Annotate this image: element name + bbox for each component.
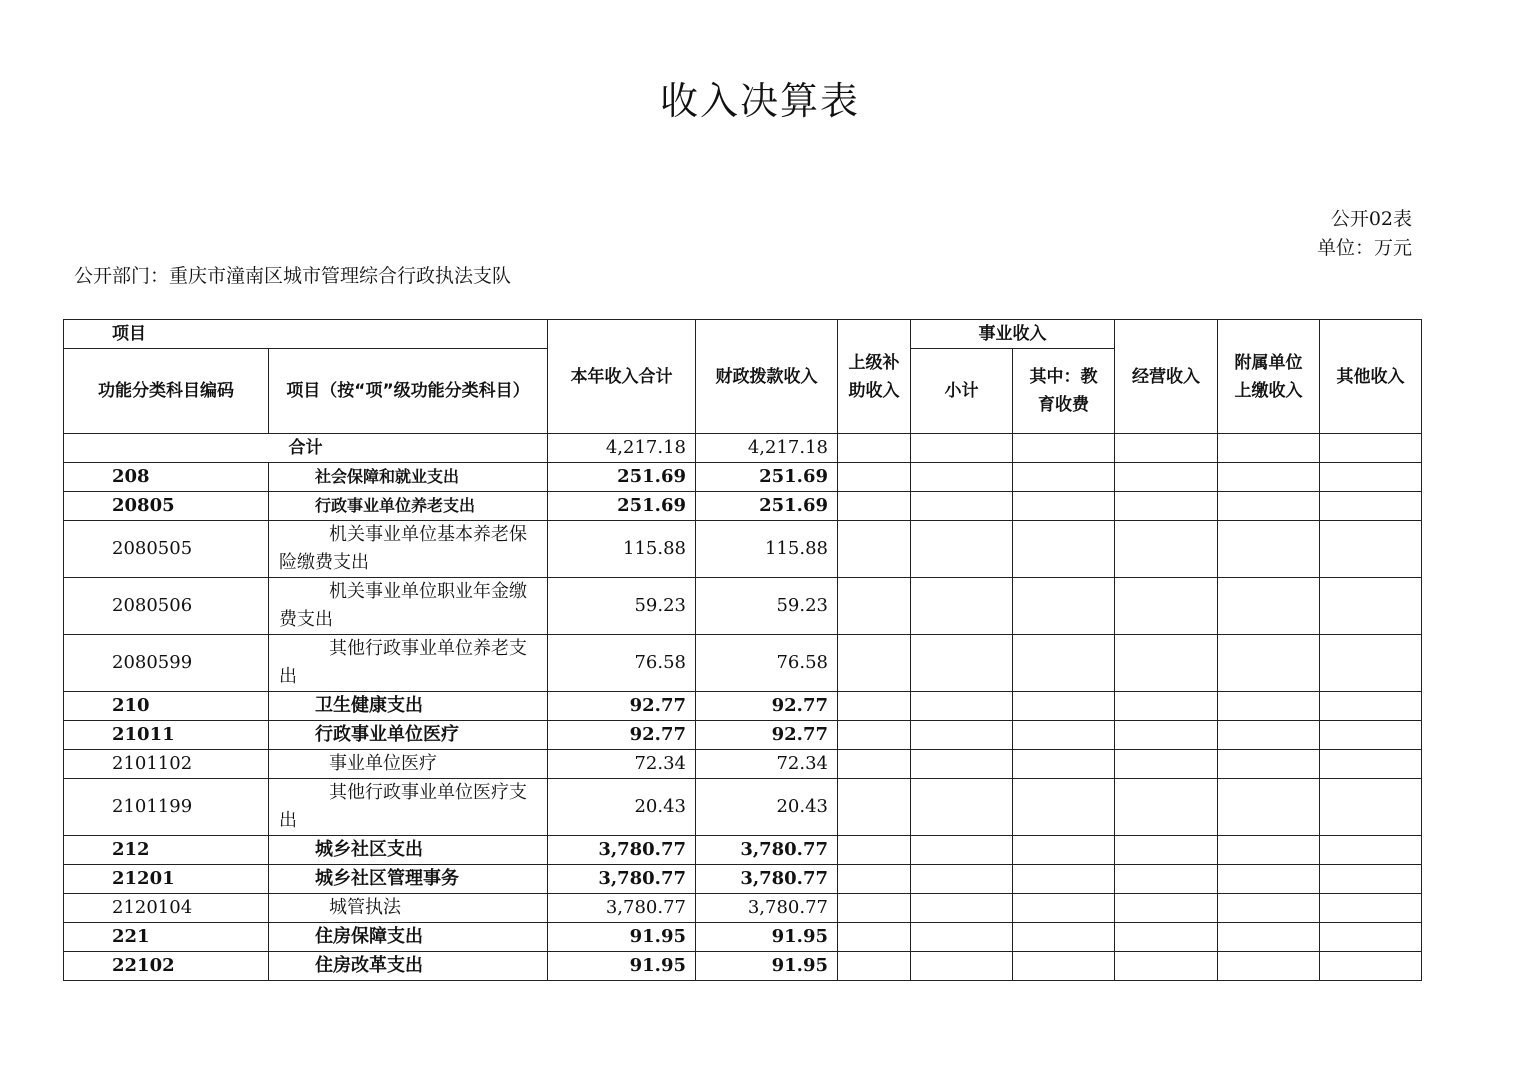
- empty-cell: [1320, 463, 1422, 492]
- empty-cell: [911, 750, 1013, 779]
- row-code: 221: [64, 923, 269, 952]
- row-name: 社会保障和就业支出: [269, 463, 548, 492]
- row-code: 20805: [64, 492, 269, 521]
- empty-cell: [838, 952, 911, 981]
- empty-cell: [838, 492, 911, 521]
- table-row: [64, 865, 1422, 894]
- empty-cell: [911, 923, 1013, 952]
- empty-cell: [911, 721, 1013, 750]
- row-name: 行政事业单位养老支出: [269, 492, 548, 521]
- total-amount: 4,217.18: [548, 434, 696, 463]
- empty-cell: [911, 692, 1013, 721]
- page-title: 收入决算表: [659, 79, 860, 123]
- row-fiscal: 251.69: [696, 463, 838, 492]
- table-row: [64, 721, 1422, 750]
- row-total: 91.95: [548, 952, 696, 981]
- table-row: [64, 779, 1422, 836]
- row-total: 20.43: [548, 779, 696, 836]
- table-row: [64, 578, 1422, 635]
- empty-cell: [1013, 952, 1115, 981]
- row-name: 事业单位医疗: [269, 750, 548, 779]
- row-total: 251.69: [548, 492, 696, 521]
- table-row: [64, 521, 1422, 578]
- empty-cell: [1115, 865, 1218, 894]
- total-row: [64, 434, 1422, 463]
- empty-cell: [838, 635, 911, 692]
- empty-cell: [1218, 434, 1320, 463]
- row-name: 行政事业单位医疗: [269, 721, 548, 750]
- row-name: 其他行政事业单位医疗支出: [269, 779, 548, 836]
- table-row: [64, 894, 1422, 923]
- table-row: [64, 635, 1422, 692]
- header-subtotal: 小计: [911, 349, 1013, 434]
- empty-cell: [1115, 836, 1218, 865]
- row-total: 251.69: [548, 463, 696, 492]
- empty-cell: [1320, 894, 1422, 923]
- row-name: 卫生健康支出: [269, 692, 548, 721]
- empty-cell: [1013, 721, 1115, 750]
- row-code: 2080505: [64, 521, 269, 578]
- header-total: 本年收入合计: [548, 320, 696, 434]
- row-fiscal: 3,780.77: [696, 836, 838, 865]
- empty-cell: [1013, 492, 1115, 521]
- table-row: [64, 952, 1422, 981]
- empty-cell: [1320, 923, 1422, 952]
- empty-cell: [1115, 578, 1218, 635]
- row-fiscal: 115.88: [696, 521, 838, 578]
- empty-cell: [911, 836, 1013, 865]
- empty-cell: [1218, 750, 1320, 779]
- row-fiscal: 91.95: [696, 923, 838, 952]
- row-name: 机关事业单位基本养老保险缴费支出: [269, 521, 548, 578]
- empty-cell: [1320, 779, 1422, 836]
- unit-label: 单位：万元: [1316, 237, 1412, 259]
- empty-cell: [911, 865, 1013, 894]
- empty-cell: [911, 521, 1013, 578]
- empty-cell: [1320, 578, 1422, 635]
- empty-cell: [1115, 750, 1218, 779]
- table-row: [64, 750, 1422, 779]
- row-total: 72.34: [548, 750, 696, 779]
- header-upper: 上级补助收入: [838, 320, 911, 434]
- empty-cell: [1218, 779, 1320, 836]
- empty-cell: [1115, 779, 1218, 836]
- empty-cell: [1013, 750, 1115, 779]
- row-total: 3,780.77: [548, 894, 696, 923]
- row-total: 59.23: [548, 578, 696, 635]
- row-name: 住房保障支出: [269, 923, 548, 952]
- empty-cell: [1013, 635, 1115, 692]
- form-number: 公开02表: [1330, 208, 1412, 230]
- empty-cell: [1320, 952, 1422, 981]
- empty-cell: [1218, 923, 1320, 952]
- row-fiscal: 76.58: [696, 635, 838, 692]
- header-business: 事业收入: [911, 320, 1115, 349]
- table-row: [64, 692, 1422, 721]
- empty-cell: [1218, 865, 1320, 894]
- empty-cell: [1013, 779, 1115, 836]
- empty-cell: [911, 894, 1013, 923]
- header-project: 项目: [64, 320, 548, 349]
- empty-cell: [1013, 894, 1115, 923]
- empty-cell: [838, 578, 911, 635]
- empty-cell: [838, 865, 911, 894]
- row-total: 76.58: [548, 635, 696, 692]
- table-row: [64, 836, 1422, 865]
- header-fiscal: 财政拨款收入: [696, 320, 838, 434]
- empty-cell: [1115, 692, 1218, 721]
- empty-cell: [1218, 635, 1320, 692]
- empty-cell: [1320, 865, 1422, 894]
- row-code: 22102: [64, 952, 269, 981]
- empty-cell: [1115, 952, 1218, 981]
- empty-cell: [1115, 635, 1218, 692]
- empty-cell: [1013, 692, 1115, 721]
- row-code: 210: [64, 692, 269, 721]
- empty-cell: [1320, 750, 1422, 779]
- empty-cell: [838, 750, 911, 779]
- row-code: 2080506: [64, 578, 269, 635]
- empty-cell: [838, 923, 911, 952]
- row-code: 2080599: [64, 635, 269, 692]
- row-code: 2120104: [64, 894, 269, 923]
- row-fiscal: 59.23: [696, 578, 838, 635]
- header-code: 功能分类科目编码: [64, 349, 269, 434]
- empty-cell: [838, 521, 911, 578]
- row-total: 3,780.77: [548, 836, 696, 865]
- empty-cell: [1115, 463, 1218, 492]
- table-row: [64, 923, 1422, 952]
- empty-cell: [911, 492, 1013, 521]
- row-total: 115.88: [548, 521, 696, 578]
- form-info: [1312, 205, 1412, 263]
- empty-cell: [838, 463, 911, 492]
- row-fiscal: 72.34: [696, 750, 838, 779]
- empty-cell: [1115, 492, 1218, 521]
- empty-cell: [1115, 434, 1218, 463]
- row-fiscal: 91.95: [696, 952, 838, 981]
- empty-cell: [838, 692, 911, 721]
- empty-cell: [1013, 923, 1115, 952]
- empty-cell: [1218, 894, 1320, 923]
- empty-cell: [838, 721, 911, 750]
- empty-cell: [911, 434, 1013, 463]
- empty-cell: [911, 779, 1013, 836]
- row-code: 2101102: [64, 750, 269, 779]
- empty-cell: [1218, 836, 1320, 865]
- row-fiscal: 92.77: [696, 692, 838, 721]
- row-total: 91.95: [548, 923, 696, 952]
- empty-cell: [1218, 692, 1320, 721]
- empty-cell: [1013, 434, 1115, 463]
- empty-cell: [1320, 635, 1422, 692]
- department-label: 公开部门：重庆市潼南区城市管理综合行政执法支队: [74, 265, 512, 287]
- row-code: 21011: [64, 721, 269, 750]
- income-table: [63, 319, 1422, 981]
- empty-cell: [1320, 434, 1422, 463]
- row-code: 208: [64, 463, 269, 492]
- empty-cell: [1320, 521, 1422, 578]
- empty-cell: [1218, 521, 1320, 578]
- empty-cell: [1320, 721, 1422, 750]
- total-fiscal: 4,217.18: [696, 434, 838, 463]
- row-total: 92.77: [548, 721, 696, 750]
- empty-cell: [1218, 463, 1320, 492]
- row-total: 92.77: [548, 692, 696, 721]
- row-name: 其他行政事业单位养老支出: [269, 635, 548, 692]
- row-fiscal: 92.77: [696, 721, 838, 750]
- row-name: 城乡社区支出: [269, 836, 548, 865]
- empty-cell: [911, 635, 1013, 692]
- row-fiscal: 3,780.77: [696, 894, 838, 923]
- row-name: 城管执法: [269, 894, 548, 923]
- empty-cell: [1013, 836, 1115, 865]
- empty-cell: [1115, 521, 1218, 578]
- empty-cell: [1218, 578, 1320, 635]
- header-operating: 经营收入: [1115, 320, 1218, 434]
- empty-cell: [1218, 721, 1320, 750]
- table-row: [64, 463, 1422, 492]
- empty-cell: [911, 578, 1013, 635]
- header-edu: 其中：教育收费: [1013, 349, 1115, 434]
- header-affiliated: 附属单位上缴收入: [1218, 320, 1320, 434]
- empty-cell: [1013, 463, 1115, 492]
- row-code: 2101199: [64, 779, 269, 836]
- row-name: 机关事业单位职业年金缴费支出: [269, 578, 548, 635]
- empty-cell: [1320, 492, 1422, 521]
- empty-cell: [1115, 894, 1218, 923]
- row-name: 城乡社区管理事务: [269, 865, 548, 894]
- row-total: 3,780.77: [548, 865, 696, 894]
- empty-cell: [838, 779, 911, 836]
- row-code: 212: [64, 836, 269, 865]
- empty-cell: [838, 434, 911, 463]
- empty-cell: [1218, 952, 1320, 981]
- total-label: 合计: [64, 434, 548, 463]
- header-name: 项目（按“项”级功能分类科目）: [269, 349, 548, 434]
- empty-cell: [1013, 578, 1115, 635]
- row-fiscal: 3,780.77: [696, 865, 838, 894]
- row-fiscal: 251.69: [696, 492, 838, 521]
- empty-cell: [838, 894, 911, 923]
- row-fiscal: 20.43: [696, 779, 838, 836]
- empty-cell: [1218, 492, 1320, 521]
- header-other: 其他收入: [1320, 320, 1422, 434]
- empty-cell: [1320, 692, 1422, 721]
- empty-cell: [1115, 721, 1218, 750]
- empty-cell: [1320, 836, 1422, 865]
- empty-cell: [1013, 521, 1115, 578]
- empty-cell: [911, 463, 1013, 492]
- empty-cell: [1115, 923, 1218, 952]
- empty-cell: [911, 952, 1013, 981]
- row-code: 21201: [64, 865, 269, 894]
- table-row: [64, 492, 1422, 521]
- empty-cell: [1013, 865, 1115, 894]
- row-name: 住房改革支出: [269, 952, 548, 981]
- empty-cell: [838, 836, 911, 865]
